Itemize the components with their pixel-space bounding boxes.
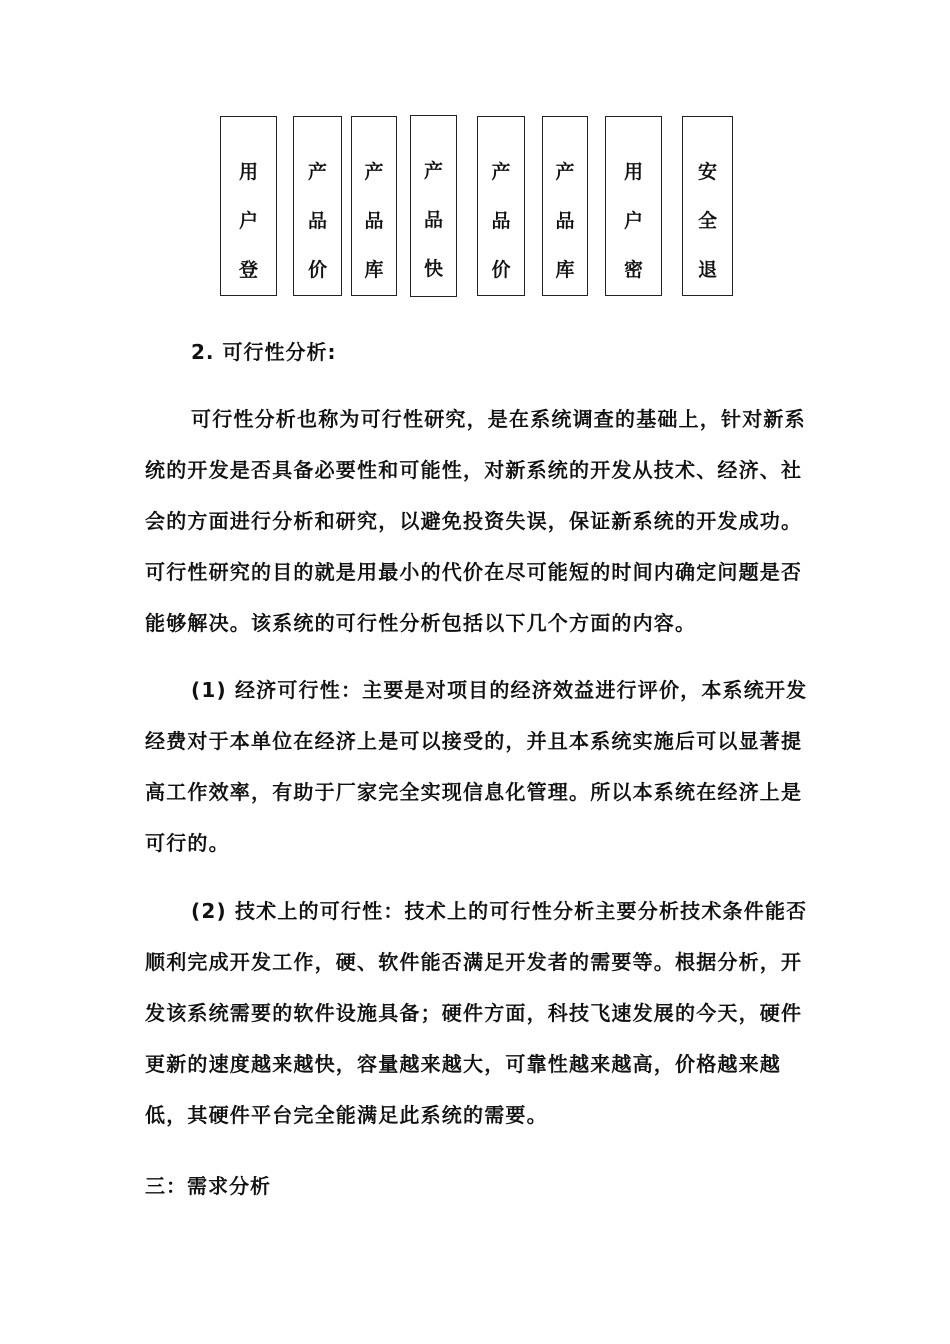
module-box-product-stock-2 <box>542 116 588 296</box>
paragraph-feasibility-intro: 可行性分析也称为可行性研究，是在系统调查的基础上，针对新系统的开发是否具备必要性和可能性，对新系统的开发从技术、经济、社会的方面进行分析和研究，以避免投资失误，保证新系统的开发成功。可行性研究的目的就是用最小的代价在尽可能短的时间内确定问题是否能够解决。该系统的可行性分析包括以下几个方面的内容。 <box>145 407 806 635</box>
module-char: 户 <box>238 210 258 232</box>
module-char: 品 <box>364 210 384 232</box>
module-box-product-price-2 <box>477 116 525 296</box>
module-char: 库 <box>555 259 575 281</box>
module-char: 产 <box>307 161 327 183</box>
paragraph-economic-feasibility: (1) 经济可行性：主要是对项目的经济效益进行评价，本系统开发经费对于本单位在经济上是可以接受的，并且本系统实施后可以显著提高工作效率，有助于厂家完全实现信息化管理。所以本系统在经济上是可行的。 <box>145 678 808 855</box>
module-char: 库 <box>364 259 384 281</box>
module-char: 价 <box>491 259 511 281</box>
module-box-user-login <box>220 116 277 296</box>
module-box-product-quick <box>410 115 457 297</box>
module-char: 用 <box>623 161 643 183</box>
module-box-product-stock <box>351 116 397 296</box>
module-box-user-password <box>605 116 662 296</box>
module-char: 密 <box>623 259 643 281</box>
module-char: 快 <box>423 258 443 280</box>
module-char: 品 <box>307 210 327 232</box>
module-char: 户 <box>623 210 643 232</box>
section-heading-feasibility: 2. 可行性分析: <box>191 340 337 364</box>
module-char: 产 <box>364 161 384 183</box>
paragraph-technical-feasibility: (2) 技术上的可行性：技术上的可行性分析主要分析技术条件能否顺利完成开发工作，硬、软件能否满足开发者的需要等。根据分析，开发该系统需要的软件设施具备；硬件方面，科技飞速发展的今天，硬件更新的速度越来越快，容量越来越大，可靠性越来越高，价格越来越低，其硬件平台完全能满足此系统的需要。 <box>145 899 808 1127</box>
module-char: 品 <box>555 210 575 232</box>
module-char: 品 <box>491 210 511 232</box>
module-char: 用 <box>238 161 258 183</box>
module-char: 价 <box>307 259 327 281</box>
module-box-safe-exit <box>682 116 733 296</box>
module-char: 品 <box>423 209 443 231</box>
module-char: 退 <box>697 259 717 281</box>
module-char: 安 <box>697 161 717 183</box>
module-char: 产 <box>555 161 575 183</box>
section-heading-requirements: 三：需求分析 <box>145 1174 271 1198</box>
module-char: 产 <box>423 160 443 182</box>
module-char: 产 <box>491 161 511 183</box>
module-char: 全 <box>697 210 717 232</box>
module-char: 登 <box>238 259 258 281</box>
module-box-product-price <box>293 116 342 296</box>
